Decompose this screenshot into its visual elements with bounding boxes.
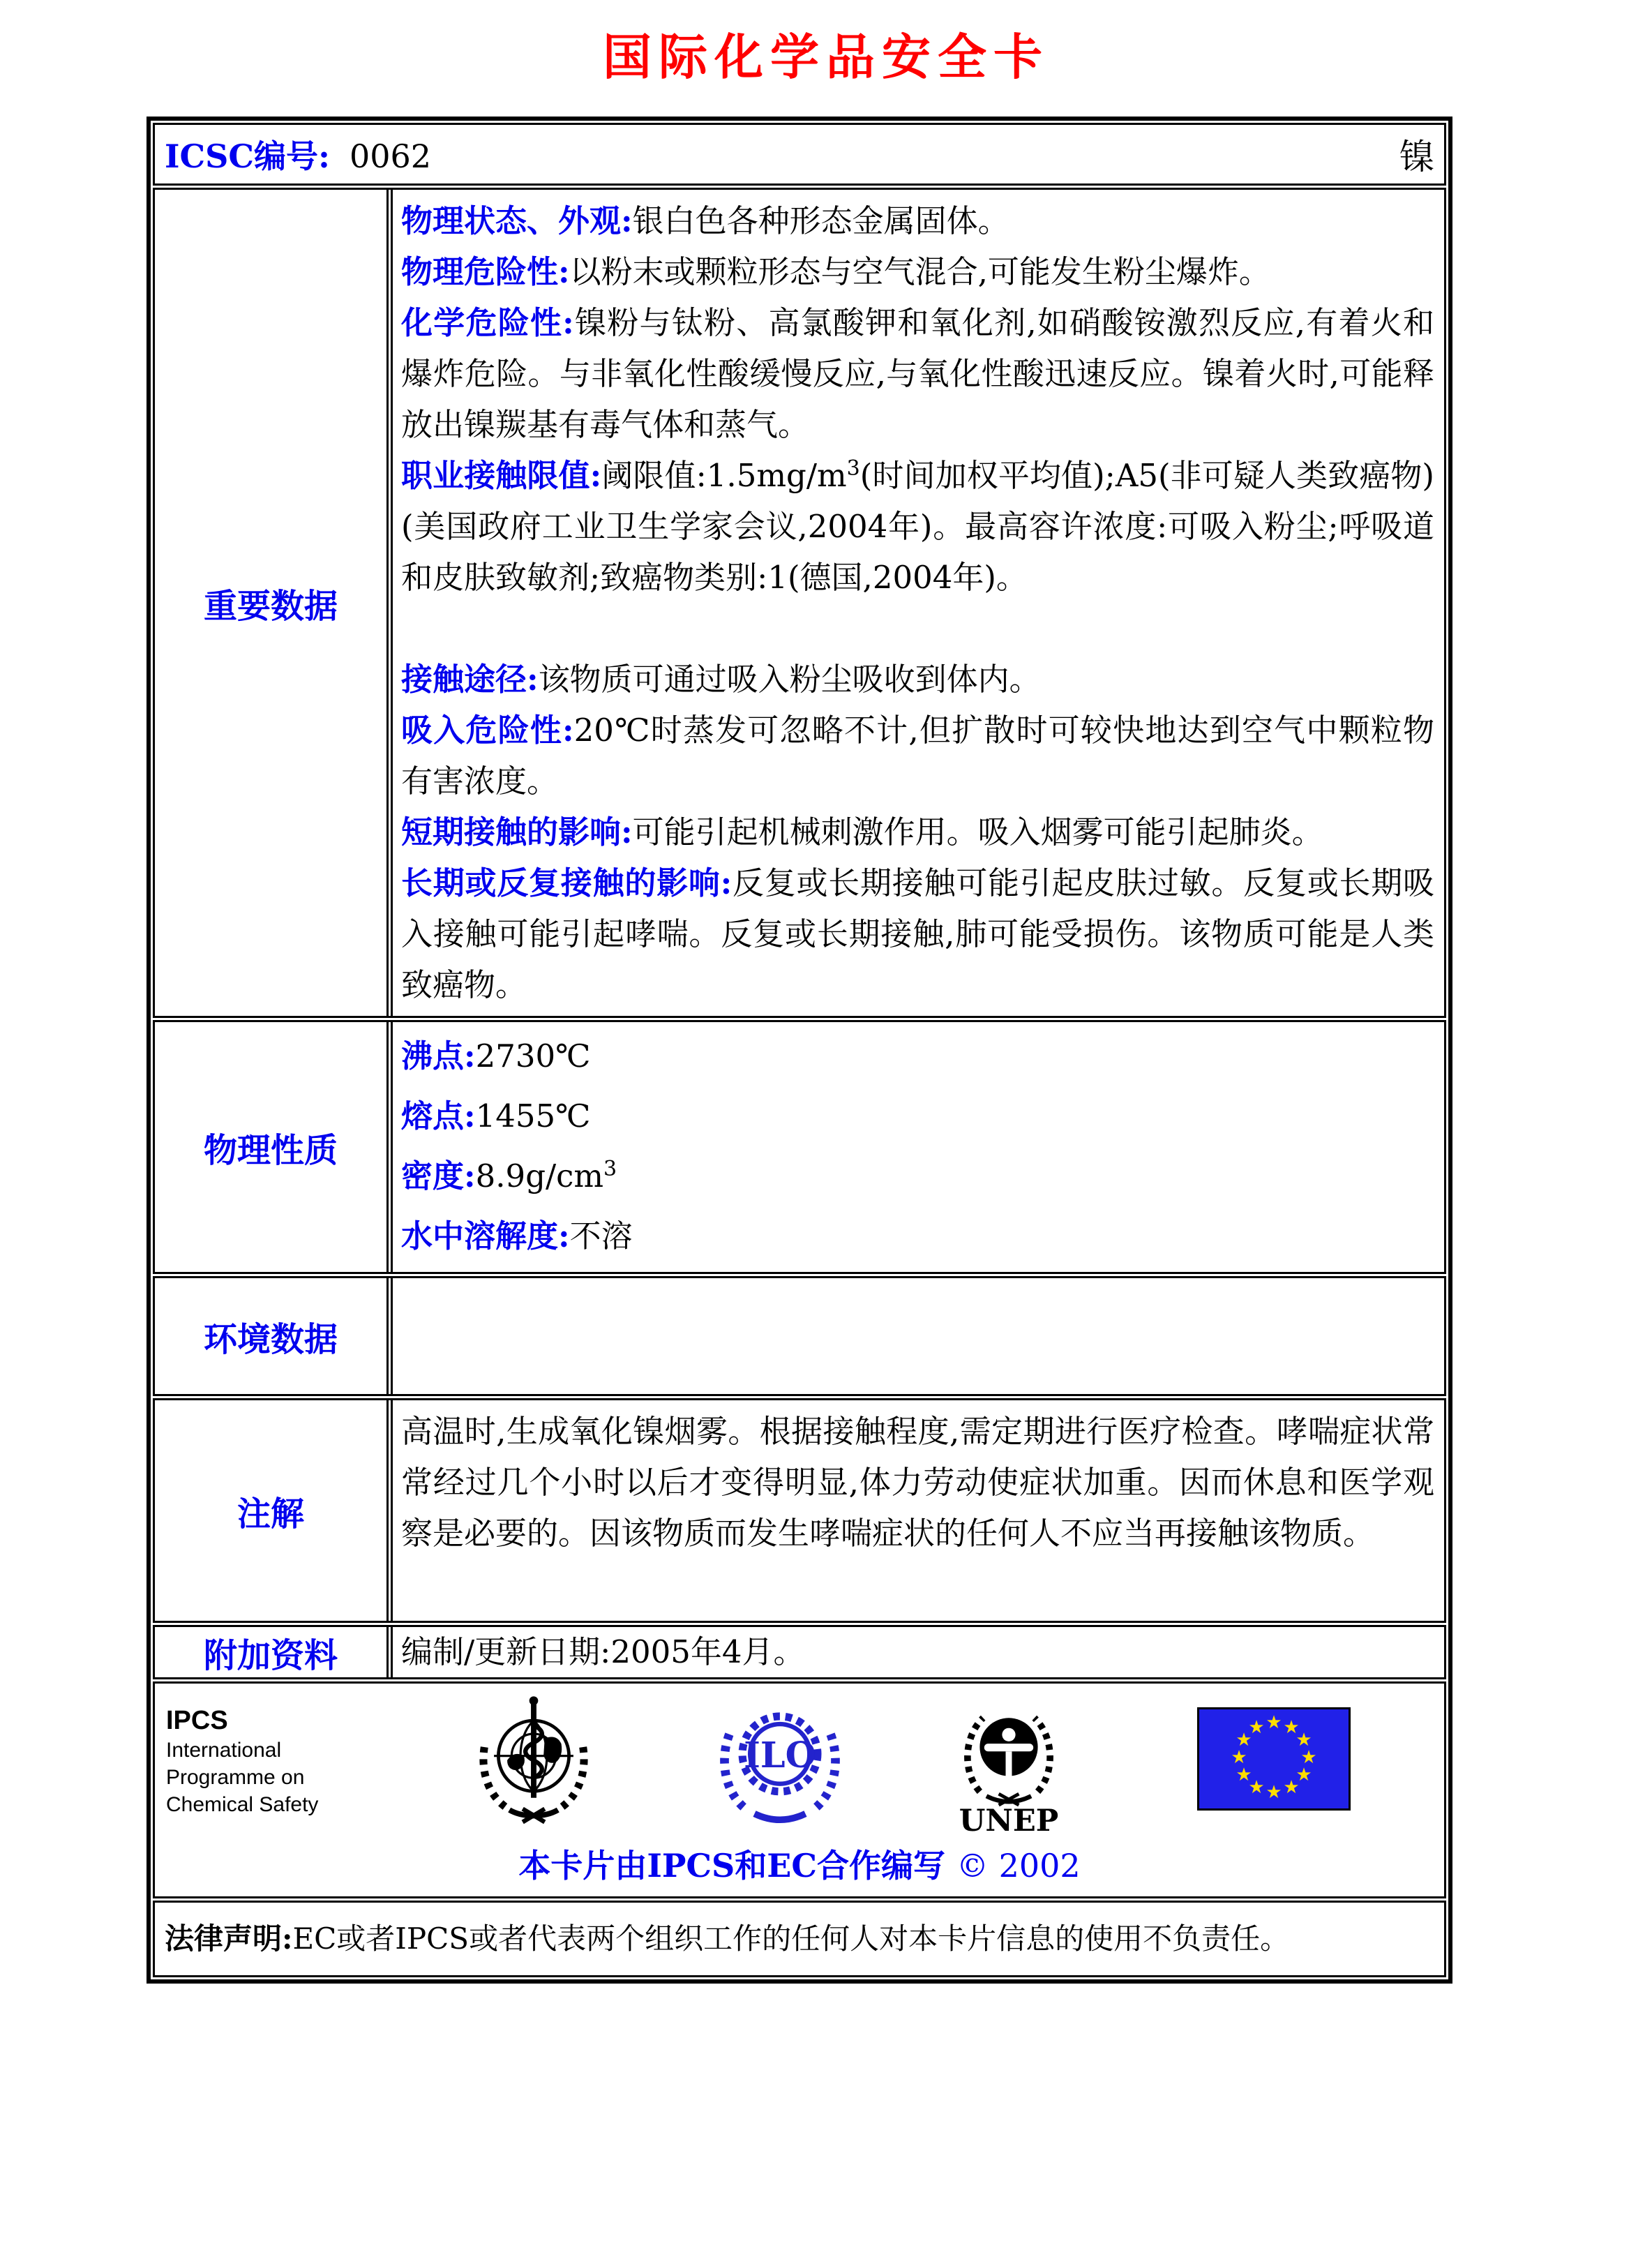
important-item-physical-state: 物理状态、外观:银白色各种形态金属固体。 xyxy=(401,202,1009,239)
important-data-section xyxy=(153,188,1446,1018)
physical-properties-section xyxy=(153,1020,1446,1274)
ilo-emblem-icon xyxy=(710,1692,850,1826)
legal-notice-row xyxy=(153,1901,1446,1977)
important-item-short-term-effects: 短期接触的影响:可能引起机械刺激作用。吸入烟雾可能引起肺炎。 xyxy=(401,814,1323,851)
icsc-number-value: 0062 xyxy=(349,137,432,175)
legal-notice-label: 法律声明: xyxy=(165,1921,293,1956)
environmental-data-section xyxy=(153,1276,1446,1396)
card-caption: 本卡片由IPCS和EC合作编写 © 2002 xyxy=(518,1847,1081,1884)
important-data-content xyxy=(391,190,1444,1016)
eu-star-icon: ★ xyxy=(1296,1730,1312,1751)
important-item-occupational-limit: 职业接触限值:阈限值$:1.5mg/m^3$(时间加权平均值);A5(非可疑人类致癌物)(美国政府工业卫生学家会议,2004年)。最高容许浓度:可吸入粉尘;呼吸道和皮肤致敏剂;致癌物类别:1(德国,2004年)。 xyxy=(401,456,1434,596)
additional-info-content: 编制/更新日期:2005年4月。 xyxy=(391,1627,1444,1677)
important-item-exposure-route: 接触途径:该物质可通过吸入粉尘吸收到体内。 xyxy=(401,661,1041,698)
important-item-inhalation-risk: 吸入危险性:20℃时蒸发可忽略不计,但扩散时可较快地达到空气中颗粒物有害浓度。 xyxy=(401,712,1434,800)
who-emblem-icon xyxy=(467,1692,600,1829)
additional-info-label: 附加资料 xyxy=(155,1627,389,1677)
eu-star-icon: ★ xyxy=(1236,1764,1252,1785)
notes-section xyxy=(153,1398,1446,1623)
legal-notice-text: EC或者IPCS或者代表两个组织工作的任何人对本卡片信息的使用不负责任。 xyxy=(292,1921,1290,1956)
physical-properties-content xyxy=(391,1022,1444,1272)
notes-label: 注解 xyxy=(155,1400,389,1621)
eu-star-icon: ★ xyxy=(1283,1717,1300,1738)
environmental-data-content xyxy=(391,1278,1444,1394)
additional-info-section xyxy=(153,1625,1446,1679)
page-title: 国际化学品安全卡 xyxy=(603,28,1049,86)
icsc-number-group xyxy=(165,131,431,177)
unep-emblem-icon xyxy=(953,1693,1065,1836)
important-item-long-term-effects: 长期或反复接触的影响:反复或长期接触可能引起皮肤过敏。反复或长期吸入接触可能引起哮喘。反复或长期接触,肺可能受损伤。该物质可能是人类致癌物。 xyxy=(401,864,1434,1003)
physical-properties-label: 物理性质 xyxy=(155,1022,389,1272)
eu-flag-icon xyxy=(1197,1707,1351,1811)
substance-name: 镍 xyxy=(1399,137,1434,177)
unep-wordmark: UNEP xyxy=(959,1802,1059,1836)
property-water-solubility: 水中溶解度:不溶 xyxy=(401,1217,633,1254)
eu-star-icon: ★ xyxy=(1248,1717,1265,1738)
eu-star-icon: ★ xyxy=(1283,1777,1300,1798)
ipcs-abbr: IPCS xyxy=(166,1706,228,1735)
organisations-row xyxy=(153,1681,1446,1898)
property-melting-point: 熔点:1455℃ xyxy=(401,1097,591,1134)
eu-star-icon: ★ xyxy=(1266,1782,1282,1803)
ilo-monogram: ILO xyxy=(744,1733,816,1776)
property-boiling-point: 沸点:2730℃ xyxy=(401,1037,591,1074)
ipcs-text-block: IPCS International Programme on Chemical Safety xyxy=(166,1704,370,1818)
legal-notice xyxy=(155,1903,1444,1975)
eu-star-icon: ★ xyxy=(1296,1764,1312,1785)
eu-star-icon: ★ xyxy=(1266,1712,1282,1733)
eu-star-icon: ★ xyxy=(1231,1747,1247,1768)
logo-strip xyxy=(155,1684,1444,1836)
icsc-number-label: ICSC编号: xyxy=(165,137,330,175)
notes-content xyxy=(391,1400,1444,1621)
important-item-chemical-danger: 化学危险性:镍粉与钛粉、高氯酸钾和氧化剂,如硝酸铵激烈反应,有着火和爆炸危险。与非氧化性酸缓慢反应,与氧化性酸迅速反应。镍着火时,可能释放出镍羰基有毒气体和蒸气。 xyxy=(401,304,1434,443)
notes-text: 高温时,生成氧化镍烟雾。根据接触程度,需定期进行医疗检查。哮喘症状常常经过几个小时以后才变得明显,体力劳动使症状加重。因而休息和医学观察是必要的。因该物质而发生哮喘症状的任何人不应当再接触该物质。 xyxy=(401,1413,1434,1552)
environmental-data-label: 环境数据 xyxy=(155,1278,389,1394)
icsc-card xyxy=(147,117,1452,1984)
eu-star-icon: ★ xyxy=(1300,1747,1317,1768)
important-data-label: 重要数据 xyxy=(155,190,389,1016)
eu-star-icon: ★ xyxy=(1248,1777,1265,1798)
eu-star-icon: ★ xyxy=(1236,1730,1252,1751)
important-item-physical-danger: 物理危险性:以粉末或颗粒形态与空气混合,可能发生粉尘爆炸。 xyxy=(401,253,1270,290)
icsc-number-row xyxy=(153,123,1446,186)
property-density: 密度$:8.9g/cm^3$ xyxy=(401,1157,617,1194)
